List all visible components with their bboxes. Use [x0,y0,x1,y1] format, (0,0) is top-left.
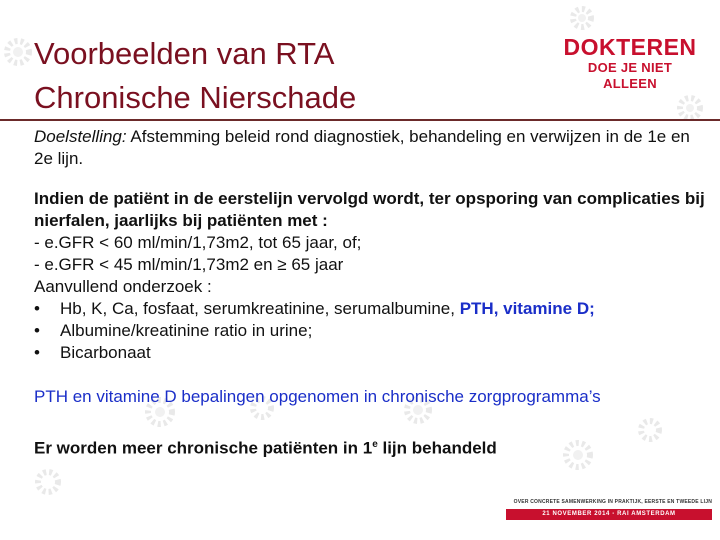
list-item-text [60,298,595,320]
bullet-marker: • [34,321,40,340]
gear-icon [38,472,58,492]
list-item-plain: Hb, K, Ca, fosfaat, serumkreatinine, serumalbumine, [60,299,460,318]
slide-body [34,126,709,460]
objective-paragraph [34,126,709,170]
onderzoek-list [34,298,709,364]
pth-note: PTH en vitamine D bepalingen opgenomen in chronische zorgprogramma’s [34,387,601,406]
list-item [34,298,709,320]
conclusion-pre: Er worden meer chronische patiënten in 1 [34,438,373,458]
list-item-text: Bicarbonaat [60,343,151,362]
slide-title [34,32,514,120]
conclusion-superscript: e [372,439,378,450]
criterion-line-1: - e.GFR < 60 ml/min/1,73m2, tot 65 jaar, of; [34,233,362,252]
logo-wordmark: DOKTEREN [563,34,697,60]
bullet-marker: • [34,343,40,362]
intro-paragraph: Indien de patiënt in de eerstelijn vervolgd wordt, ter opsporing van complicaties bij nierfalen, jaarlijks bij patiënten met : [34,189,705,230]
criterion-line-2: - e.GFR < 45 ml/min/1,73m2 en ≥ 65 jaar [34,255,344,274]
bullet-marker: • [34,299,40,318]
list-item-highlight: PTH, vitamine D; [459,299,595,318]
list-item [34,342,709,364]
list-item-text: Albumine/kreatinine ratio in urine; [60,321,313,340]
footer-tagline: OVER CONCRETE SAMENWERKING IN PRAKTIJK, EERSTE EN TWEEDE LIJN [513,499,712,505]
slide-title-line-2: Chronische Nierschade [34,80,357,115]
conclusion-post: lijn behandeld [377,438,497,458]
slide-title-line-1: Voorbeelden van RTA [34,36,335,71]
conclusion [34,434,709,460]
event-footer [506,498,712,520]
brand-logo [560,34,700,92]
footer-date-banner: 21 NOVEMBER 2014 - RAI AMSTERDAM [506,509,712,520]
objective-text: Afstemming beleid rond diagnostiek, behandeling en verwijzen in de 1e en 2e lijn. [34,127,690,168]
list-item [34,320,709,342]
aanvullend-heading: Aanvullend onderzoek : [34,277,212,296]
objective-label: Doelstelling: [34,127,127,146]
title-divider [0,119,720,121]
logo-tagline: DOE JE NIET ALLEEN [587,60,673,91]
